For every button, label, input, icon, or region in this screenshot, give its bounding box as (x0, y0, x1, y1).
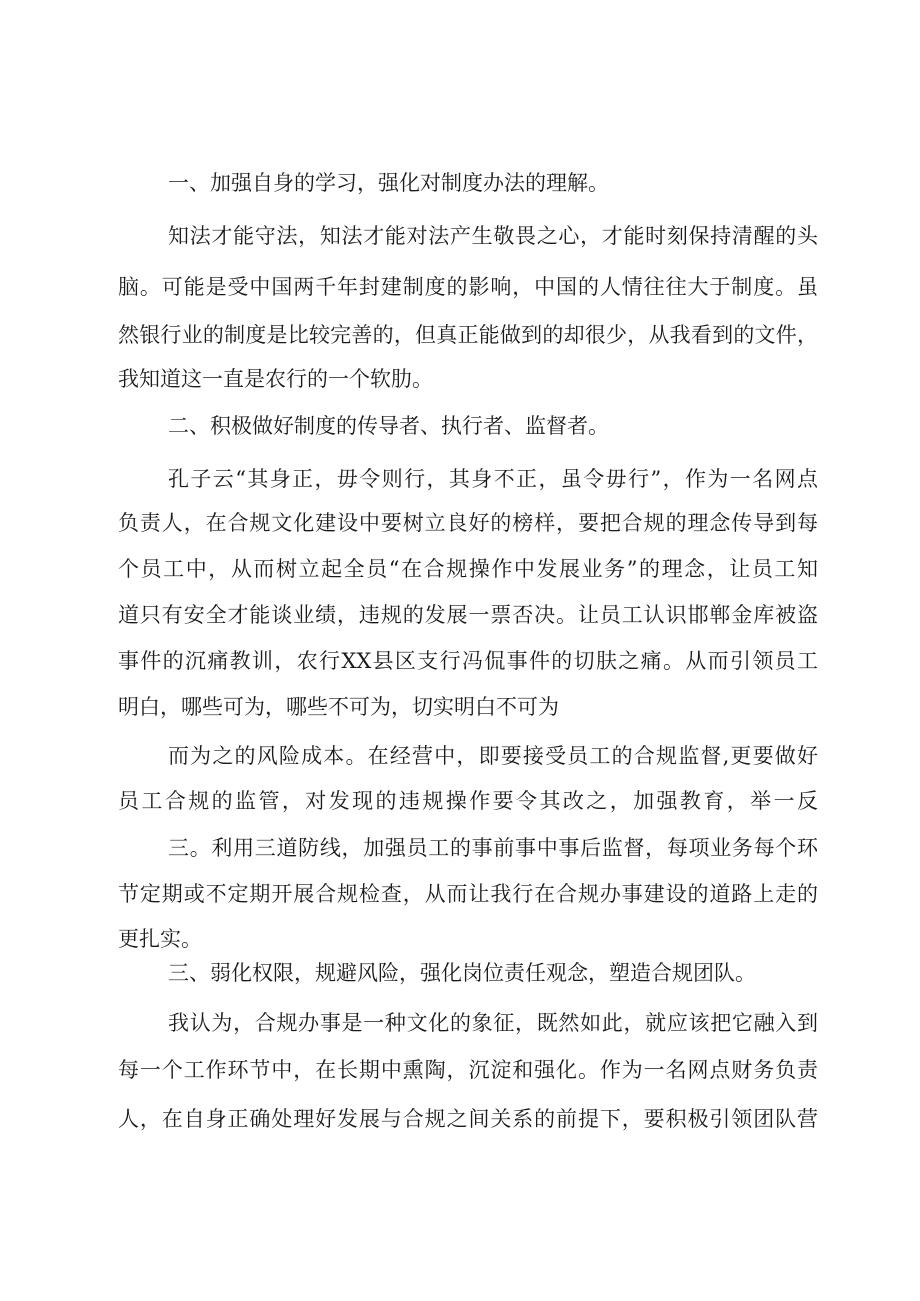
paragraph-4-line-3: 更扎实。 (118, 927, 202, 951)
paragraph-2-line-2: 负责人，在合规文化建设中要树立良好的榜样，要把合规的理念传导到每 (118, 511, 818, 535)
paragraph-1-line-2: 脑。可能是受中国两千年封建制度的影响，中国的人情往往大于制度。虽 (118, 275, 818, 299)
heading-1: 一、加强自身的学习，强化对制度办法的理解。 (168, 171, 609, 195)
paragraph-1-line-1: 知法才能守法，知法才能对法产生敬畏之心，才能时刻保持清醒的头 (168, 224, 818, 248)
paragraph-2-line-4: 道只有安全才能谈业绩，违规的发展一票否决。让员工认识邯郸金库被盗 (118, 603, 818, 627)
paragraph-1-line-4: 我知道这一直是农行的一个软肋。 (118, 367, 433, 391)
paragraph-4-line-2: 节定期或不定期开展合规检查，从而让我行在合规办事建设的道路上走的 (118, 882, 818, 906)
paragraph-1-line-3: 然银行业的制度是比较完善的，但真正能做到的却很少，从我看到的文件， (118, 323, 818, 347)
paragraph-2-line-3: 个员工中，从而树立起全员“在合规操作中发展业务”的理念，让员工知 (118, 557, 818, 581)
paragraph-3-line-1: 而为之的风险成本。在经营中，即要接受员工的合规监督,更要做好 (168, 744, 818, 768)
paragraph-5-line-1: 我认为，合规办事是一种文化的象征，既然如此，就应该把它融入到 (168, 1011, 818, 1035)
paragraph-5-line-2: 每一个工作环节中，在长期中熏陶，沉淀和强化。作为一名网点财务负责 (118, 1058, 818, 1082)
heading-3: 三、弱化权限，规避风险，强化岗位责任观念，塑造合规团队。 (168, 961, 756, 985)
paragraph-2-line-1: 孔子云“其身正，毋令则行，其身不正，虽令毋行”，作为一名网点 (168, 467, 818, 491)
paragraph-5-line-3: 人，在自身正确处理好发展与合规之间关系的前提下，要积极引领团队营 (118, 1107, 818, 1131)
paragraph-3-line-2: 员工合规的监管，对发现的违规操作要令其改之，加强教育，举一反 (118, 789, 818, 813)
paragraph-2-line-6: 明白，哪些可为，哪些不可为，切实明白不可为 (118, 695, 559, 719)
heading-2: 二、积极做好制度的传导者、执行者、监督者。 (168, 414, 609, 438)
paragraph-4-line-1: 三。利用三道防线，加强员工的事前事中事后监督，每项业务每个环 (168, 836, 818, 860)
paragraph-2-line-5: 事件的沉痛教训，农行XX县区支行冯侃事件的切肤之痛。从而引领员工 (118, 649, 818, 673)
